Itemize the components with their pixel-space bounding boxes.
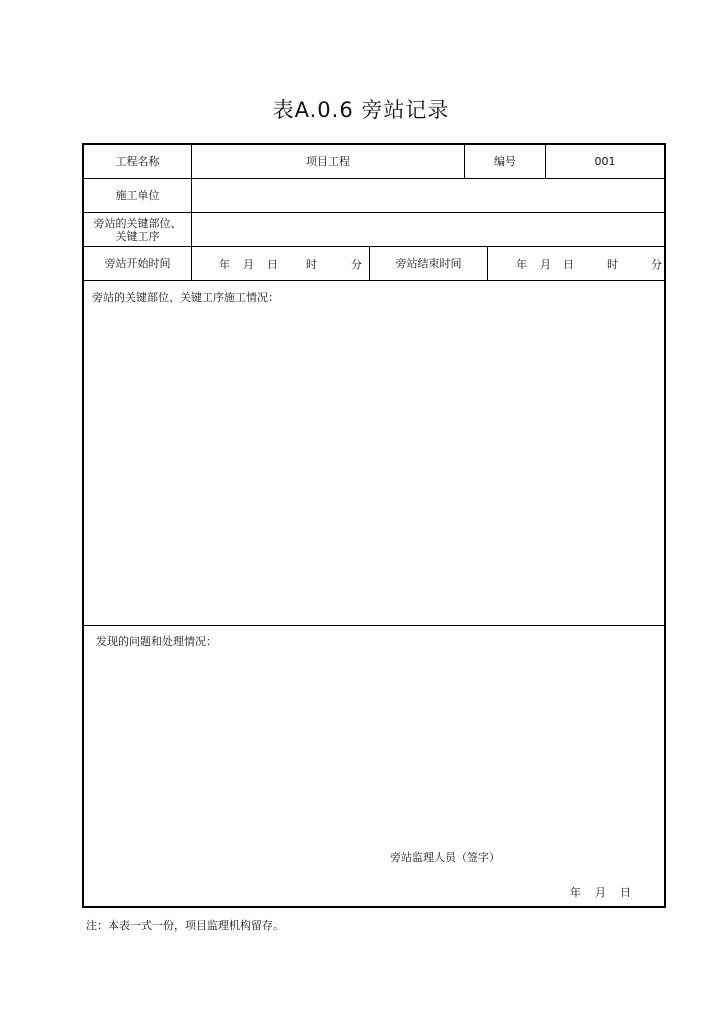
start-hour-unit: 时 — [306, 258, 317, 271]
record-form — [82, 143, 666, 908]
start-minute-unit: 分 — [351, 258, 362, 271]
project-name-value[interactable]: 项目工程 — [306, 155, 350, 168]
project-name-label: 工程名称 — [115, 155, 160, 168]
footnote: 注：本表一式一份，项目监理机构留存。 — [86, 919, 284, 932]
end-hour-unit: 时 — [607, 258, 618, 271]
sign-day-unit: 日 — [620, 886, 631, 899]
row-divider — [84, 280, 664, 281]
form-title: 表A.0.6 旁站记录 — [272, 98, 450, 122]
end-time-label: 旁站结束时间 — [395, 257, 462, 270]
construction-unit-value[interactable] — [192, 179, 664, 212]
signature-label: 旁站监理人员（签字） — [390, 851, 500, 864]
key-parts-label-line1: 旁站的关键部位、 — [93, 216, 182, 230]
end-day-unit: 日 — [563, 258, 574, 271]
problems-label: 发现的问题和处理情况： — [96, 635, 217, 648]
number-value[interactable]: 001 — [594, 155, 616, 168]
start-day-unit: 日 — [267, 258, 278, 271]
key-parts-value[interactable] — [192, 213, 664, 246]
start-time-label: 旁站开始时间 — [104, 257, 171, 270]
section-divider — [84, 625, 664, 626]
key-parts-label-line2: 关键工序 — [115, 229, 160, 243]
start-year-unit: 年 — [219, 258, 230, 271]
key-parts-label — [84, 213, 191, 246]
construction-unit-label: 施工单位 — [115, 189, 160, 202]
end-minute-unit: 分 — [651, 258, 662, 271]
column-divider — [487, 246, 488, 280]
sign-year-unit: 年 — [570, 886, 581, 899]
number-label: 编号 — [494, 155, 516, 168]
sign-month-unit: 月 — [595, 886, 606, 899]
end-month-unit: 月 — [540, 258, 551, 271]
end-year-unit: 年 — [516, 258, 527, 271]
start-month-unit: 月 — [243, 258, 254, 271]
situation-label: 旁站的关键部位、关键工序施工情况： — [92, 291, 279, 304]
